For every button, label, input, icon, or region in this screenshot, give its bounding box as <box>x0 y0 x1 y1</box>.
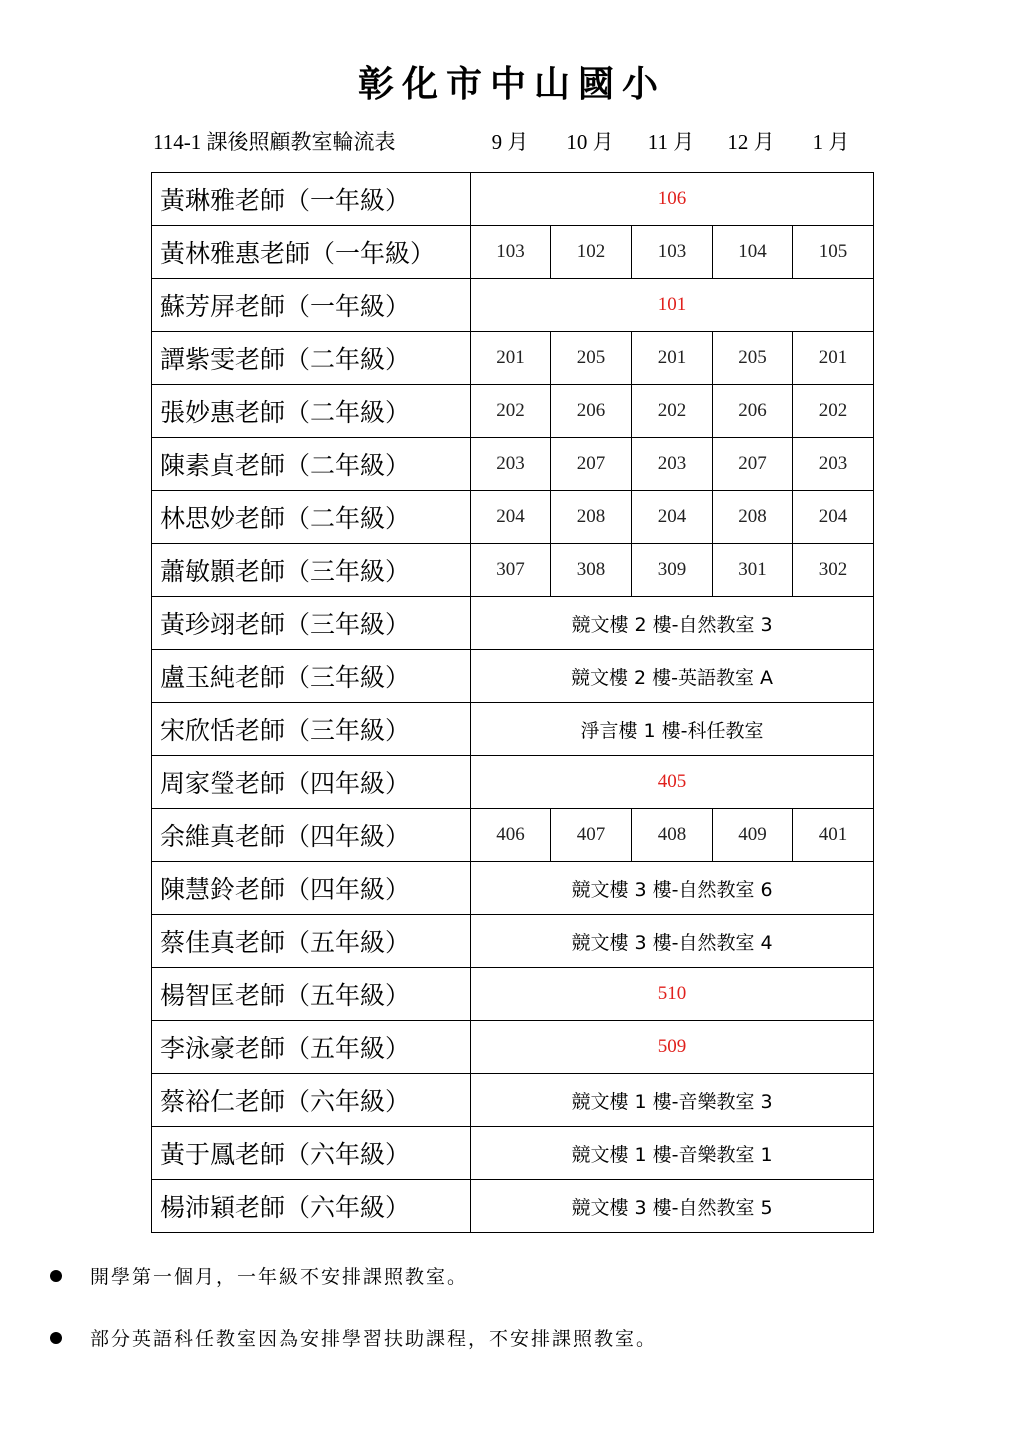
room-cell: 207 <box>551 438 632 491</box>
room-cell: 204 <box>632 491 713 544</box>
teacher-name-cell: 陳素貞老師（二年級） <box>152 438 471 491</box>
room-cell: 409 <box>713 809 793 862</box>
room-cell: 401 <box>793 809 874 862</box>
room-cell: 205 <box>551 332 632 385</box>
room-cell: 103 <box>632 226 713 279</box>
bullet-icon <box>50 1270 62 1282</box>
teacher-name-cell: 周家瑩老師（四年級） <box>152 756 471 809</box>
fixed-room-cell: 競文樓 3 樓-自然教室 6 <box>471 862 874 915</box>
room-cell: 408 <box>632 809 713 862</box>
room-cell: 308 <box>551 544 632 597</box>
table-row <box>152 968 874 1021</box>
teacher-name-cell: 蔡裕仁老師（六年級） <box>152 1074 471 1127</box>
table-row <box>152 332 874 385</box>
teacher-name-cell: 楊智匡老師（五年級） <box>152 968 471 1021</box>
fixed-room-cell: 競文樓 1 樓-音樂教室 3 <box>471 1074 874 1127</box>
table-row <box>152 597 874 650</box>
room-cell: 201 <box>471 332 551 385</box>
month-header: 1 月 <box>812 130 850 154</box>
room-cell: 307 <box>471 544 551 597</box>
teacher-name-cell: 黃珍翊老師（三年級） <box>152 597 471 650</box>
room-cell: 406 <box>471 809 551 862</box>
fixed-room-cell: 競文樓 3 樓-自然教室 4 <box>471 915 874 968</box>
fixed-room-cell: 510 <box>471 968 874 1021</box>
bullet-icon <box>50 1332 62 1344</box>
note-text: 部分英語科任教室因為安排學習扶助課程，不安排課照教室。 <box>90 1328 658 1350</box>
table-row <box>152 438 874 491</box>
teacher-name-cell: 余維真老師（四年級） <box>152 809 471 862</box>
room-cell: 202 <box>793 385 874 438</box>
room-cell: 204 <box>471 491 551 544</box>
teacher-name-cell: 盧玉純老師（三年級） <box>152 650 471 703</box>
room-cell: 104 <box>713 226 793 279</box>
room-cell: 204 <box>793 491 874 544</box>
page-title: 彰化市中山國小 <box>357 63 666 105</box>
table-body <box>152 173 874 1233</box>
room-cell: 102 <box>551 226 632 279</box>
fixed-room-cell: 競文樓 2 樓-自然教室 3 <box>471 597 874 650</box>
room-cell: 208 <box>713 491 793 544</box>
table-row <box>152 915 874 968</box>
teacher-name-cell: 蕭敏顥老師（三年級） <box>152 544 471 597</box>
room-cell: 407 <box>551 809 632 862</box>
month-header: 9 月 <box>491 130 529 154</box>
room-cell: 207 <box>713 438 793 491</box>
room-cell: 301 <box>713 544 793 597</box>
month-header: 11 月 <box>647 130 695 154</box>
room-cell: 205 <box>713 332 793 385</box>
room-cell: 103 <box>471 226 551 279</box>
fixed-room-cell: 競文樓 2 樓-英語教室 A <box>471 650 874 703</box>
room-cell: 309 <box>632 544 713 597</box>
room-cell: 203 <box>632 438 713 491</box>
fixed-room-cell: 競文樓 3 樓-自然教室 5 <box>471 1180 874 1233</box>
teacher-name-cell: 黃林雅惠老師（一年級） <box>152 226 471 279</box>
room-cell: 202 <box>632 385 713 438</box>
room-cell: 203 <box>471 438 551 491</box>
teacher-name-cell: 張妙惠老師（二年級） <box>152 385 471 438</box>
table-row <box>152 544 874 597</box>
fixed-room-cell: 106 <box>471 173 874 226</box>
table-row <box>152 862 874 915</box>
fixed-room-cell: 509 <box>471 1021 874 1074</box>
table-row <box>152 1180 874 1233</box>
note-text: 開學第一個月，一年級不安排課照教室。 <box>90 1266 469 1288</box>
teacher-name-cell: 黃于鳳老師（六年級） <box>152 1127 471 1180</box>
table-row <box>152 226 874 279</box>
table-row <box>152 173 874 226</box>
room-cell: 105 <box>793 226 874 279</box>
room-cell: 201 <box>632 332 713 385</box>
schedule-subtitle: 114-1 課後照顧教室輪流表 <box>153 130 396 154</box>
room-cell: 208 <box>551 491 632 544</box>
month-header: 12 月 <box>727 130 775 154</box>
table-row <box>152 1021 874 1074</box>
room-cell: 302 <box>793 544 874 597</box>
classroom-rotation-table <box>151 172 874 1233</box>
teacher-name-cell: 楊沛穎老師（六年級） <box>152 1180 471 1233</box>
month-header: 10 月 <box>566 130 614 154</box>
room-cell: 201 <box>793 332 874 385</box>
teacher-name-cell: 蔡佳真老師（五年級） <box>152 915 471 968</box>
teacher-name-cell: 宋欣恬老師（三年級） <box>152 703 471 756</box>
table-row <box>152 385 874 438</box>
room-cell: 206 <box>713 385 793 438</box>
fixed-room-cell: 405 <box>471 756 874 809</box>
table-row <box>152 756 874 809</box>
room-cell: 203 <box>793 438 874 491</box>
table-row <box>152 1074 874 1127</box>
teacher-name-cell: 譚紫雯老師（二年級） <box>152 332 471 385</box>
teacher-name-cell: 蘇芳屏老師（一年級） <box>152 279 471 332</box>
fixed-room-cell: 淨言樓 1 樓-科任教室 <box>471 703 874 756</box>
teacher-name-cell: 黃琳雅老師（一年級） <box>152 173 471 226</box>
table-row <box>152 1127 874 1180</box>
teacher-name-cell: 陳慧鈴老師（四年級） <box>152 862 471 915</box>
fixed-room-cell: 競文樓 1 樓-音樂教室 1 <box>471 1127 874 1180</box>
fixed-room-cell: 101 <box>471 279 874 332</box>
note-item <box>50 1324 657 1354</box>
note-item <box>50 1262 468 1292</box>
table-row <box>152 491 874 544</box>
room-cell: 202 <box>471 385 551 438</box>
table-row <box>152 279 874 332</box>
room-cell: 206 <box>551 385 632 438</box>
subtitle-row <box>0 126 1024 158</box>
table-row <box>152 809 874 862</box>
table-row <box>152 650 874 703</box>
table-row <box>152 703 874 756</box>
teacher-name-cell: 李泳豪老師（五年級） <box>152 1021 471 1074</box>
teacher-name-cell: 林思妙老師（二年級） <box>152 491 471 544</box>
